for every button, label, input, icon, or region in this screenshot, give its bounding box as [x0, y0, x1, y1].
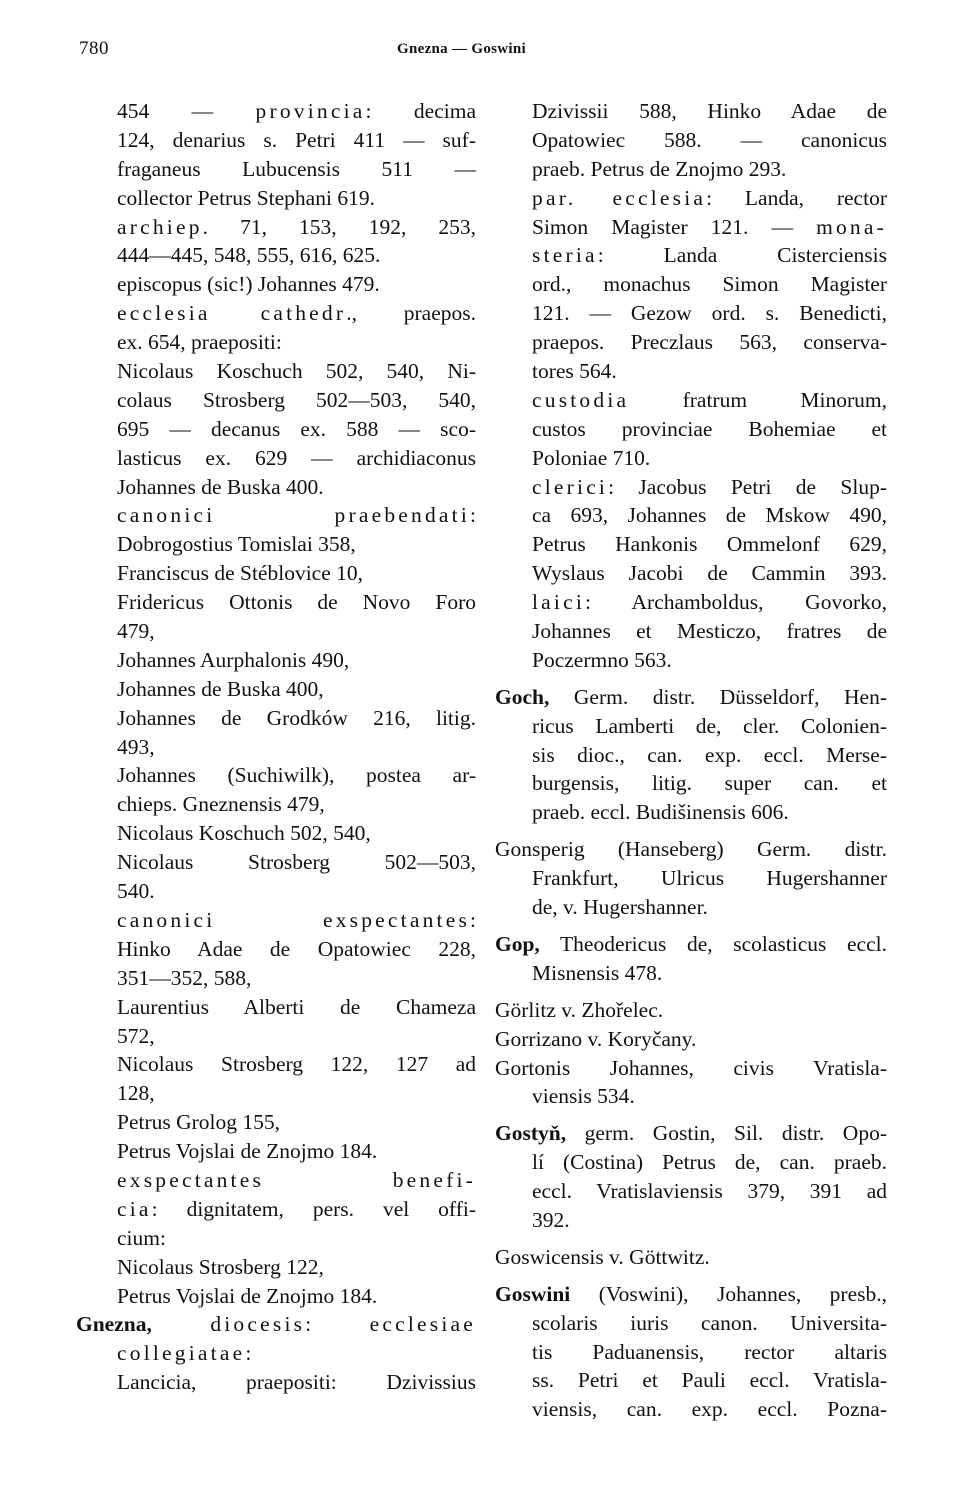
text-segment: Johannes de Grodków 216, litig. — [117, 705, 476, 730]
text-segment: Lancicia, praepositi: Dzivissius — [117, 1370, 476, 1395]
text-line — [76, 935, 476, 964]
text-line — [495, 559, 887, 588]
text-segment: eccl. Vratislaviensis 379, 391 ad — [532, 1179, 887, 1204]
text-line — [495, 328, 887, 357]
text-segment: . 71, 153, 192, 253, — [202, 214, 476, 239]
spaced-keyword: ecclesia cathedr — [117, 301, 347, 326]
text-segment: : — [245, 1341, 252, 1366]
text-segment: Misnensis 478. — [532, 960, 663, 985]
text-line — [495, 712, 887, 741]
text-line — [495, 683, 887, 712]
text-segment: viensis, can. exp. eccl. Pozna- — [532, 1397, 887, 1422]
text-segment: 444—445, 548, 555, 616, 625. — [117, 243, 381, 268]
text-line — [76, 617, 476, 646]
text-segment: ex. 654, praepositi: — [117, 330, 282, 355]
text-segment: Franciscus de Stéblovice 10, — [117, 561, 364, 586]
left-column — [76, 97, 476, 1397]
text-line — [76, 733, 476, 762]
text-segment: : dignitatem, pers. vel offi- — [151, 1196, 476, 1221]
text-line — [495, 1338, 887, 1367]
spaced-keyword: canonici exspectantes — [117, 907, 471, 932]
text-line — [76, 299, 476, 328]
text-segment: 351—352, 588, — [117, 965, 252, 990]
text-line — [76, 1079, 476, 1108]
text-line — [495, 1309, 887, 1338]
text-line — [76, 790, 476, 819]
text-segment: germ. Gostin, Sil. distr. Opo- — [566, 1121, 887, 1146]
text-line — [495, 1280, 887, 1309]
text-segment — [152, 1312, 210, 1336]
text-segment: Poloniae 710. — [532, 445, 651, 470]
text-line — [76, 1195, 476, 1224]
text-line — [76, 906, 476, 935]
text-line — [495, 1148, 887, 1177]
text-line — [76, 444, 476, 473]
text-segment: ss. Petri et Pauli eccl. Vratisla- — [532, 1368, 887, 1393]
text-segment: fratrum Minorum, — [629, 387, 887, 412]
entry-headword: Gop, — [495, 931, 540, 956]
text-line — [76, 270, 476, 299]
text-segment: scolaris iuris canon. Universita- — [532, 1310, 887, 1335]
spaced-keyword: par. ecclesia — [532, 185, 707, 210]
text-segment: 121. — Gezow ord. s. Benedicti, — [532, 301, 887, 326]
text-segment: : Landa, rector — [706, 185, 887, 210]
text-line — [76, 1253, 476, 1282]
text-line — [495, 1025, 887, 1054]
text-line — [76, 964, 476, 993]
text-line — [76, 97, 476, 126]
text-segment: Johannes et Mesticzo, fratres de — [532, 619, 887, 644]
text-line — [495, 241, 887, 270]
text-line — [76, 473, 476, 502]
text-line — [495, 530, 887, 559]
spaced-keyword: custodia — [532, 387, 630, 412]
text-line — [495, 1082, 887, 1111]
text-segment: Laurentius Alberti de Chameza — [117, 994, 476, 1019]
spaced-keyword: diocesis — [210, 1312, 306, 1337]
text-line — [495, 97, 887, 126]
text-segment: Görlitz v. Zhořelec. — [495, 997, 664, 1022]
text-segment: Wyslaus Jacobi de Cammin 393. — [532, 561, 887, 586]
text-segment: : Landa Cisterciensis — [597, 243, 887, 268]
spaced-keyword: laici — [532, 590, 586, 615]
text-segment: sis dioc., can. exp. eccl. Merse- — [532, 742, 887, 767]
text-segment: Dzivissii 588, Hinko Adae de — [532, 99, 887, 123]
text-line — [76, 155, 476, 184]
text-segment: 540. — [117, 879, 155, 904]
text-segment: Nicolaus Koschuch 502, 540, — [117, 821, 371, 846]
text-segment: Theodericus de, scolasticus eccl. — [539, 931, 887, 956]
spaced-keyword: cia — [117, 1196, 152, 1221]
text-segment: praepos. Preczlaus 563, conserva- — [532, 330, 887, 355]
text-line — [76, 675, 476, 704]
text-line — [495, 930, 887, 959]
text-segment: 128, — [117, 1081, 155, 1106]
text-segment: Frankfurt, Ulricus Hugershanner — [532, 866, 887, 891]
text-segment: Johannes (Suchiwilk), postea ar- — [117, 763, 476, 788]
text-line — [495, 1177, 887, 1206]
text-line — [76, 704, 476, 733]
text-line — [76, 1022, 476, 1051]
spaced-keyword: provincia — [255, 99, 366, 123]
text-line — [495, 357, 887, 386]
text-line — [495, 473, 887, 502]
text-segment: : decima — [365, 99, 476, 123]
spaced-keyword: mona- — [816, 214, 887, 239]
text-line — [495, 798, 887, 827]
text-line — [495, 1395, 887, 1424]
text-line — [495, 299, 887, 328]
text-line — [76, 1050, 476, 1079]
text-line — [495, 501, 887, 530]
right-column — [495, 97, 887, 1424]
text-line — [495, 415, 887, 444]
text-line — [76, 126, 476, 155]
text-line — [76, 415, 476, 444]
spaced-keyword: steria — [532, 243, 598, 268]
text-segment: tores 564. — [532, 359, 617, 384]
text-line — [495, 1366, 887, 1395]
text-line — [76, 386, 476, 415]
text-segment: : Jacobus Petri de Slup- — [608, 474, 887, 499]
text-segment: 695 — decanus ex. 588 — sco- — [117, 416, 476, 441]
text-segment: : — [470, 907, 476, 932]
text-line — [495, 893, 887, 922]
text-segment: praeb. Petrus de Znojmo 293. — [532, 156, 787, 181]
text-segment: viensis 534. — [532, 1084, 635, 1109]
text-segment: Germ. distr. Düsseldorf, Hen- — [549, 684, 887, 709]
text-line — [495, 864, 887, 893]
text-segment: Dobrogostius Tomislai 358, — [117, 532, 356, 557]
text-line — [76, 213, 476, 242]
text-line — [495, 1054, 887, 1083]
entry-headword: Goch, — [495, 684, 550, 709]
text-segment: Nicolaus Koschuch 502, 540, Ni- — [117, 359, 476, 384]
text-line — [495, 155, 887, 184]
text-segment: chieps. Gneznensis 479, — [117, 792, 325, 817]
text-segment: Simon Magister 121. — — [532, 214, 817, 239]
text-line — [76, 1224, 476, 1253]
text-segment: Opatowiec 588. — canonicus — [532, 127, 887, 152]
text-line — [495, 444, 887, 473]
text-line — [495, 213, 887, 242]
text-segment: fraganeus Lubucensis 511 — — [117, 156, 476, 181]
text-segment: ca 693, Johannes de Mskow 490, — [532, 503, 887, 528]
text-line — [495, 1206, 887, 1235]
text-segment: Nicolaus Strosberg 502—503, — [117, 850, 476, 875]
text-line — [76, 184, 476, 213]
text-segment: Hinko Adae de Opatowiec 228, — [117, 936, 476, 961]
text-segment: praeb. eccl. Budišinensis 606. — [532, 800, 789, 825]
text-line — [76, 1282, 476, 1311]
text-segment: 493, — [117, 734, 155, 759]
text-line — [76, 1108, 476, 1137]
text-segment: custos provinciae Bohemiae et — [532, 416, 887, 441]
text-segment: ord., monachus Simon Magister — [532, 272, 887, 297]
text-segment: 392. — [532, 1207, 570, 1232]
text-segment: Poczermno 563. — [532, 647, 672, 672]
text-segment: 454 — — [117, 99, 256, 123]
text-segment: Petrus Hankonis Ommelonf 629, — [532, 532, 887, 557]
text-segment: tis Paduanensis, rector altaris — [532, 1339, 887, 1364]
text-line — [76, 241, 476, 270]
running-head: Gnezna — Goswini — [397, 41, 526, 57]
text-segment: : Archamboldus, Govorko, — [585, 590, 887, 615]
text-segment: cium: — [117, 1225, 166, 1250]
text-line — [495, 1119, 887, 1148]
text-segment: 124, denarius s. Petri 411 — suf- — [117, 127, 476, 152]
text-line — [495, 959, 887, 988]
text-line — [495, 1243, 887, 1272]
text-segment: Johannes de Buska 400, — [117, 676, 324, 701]
text-segment: Petrus Vojslai de Znojmo 184. — [117, 1283, 378, 1308]
text-segment: ., praepos. — [346, 301, 476, 326]
spaced-keyword: exspectantes benefi- — [117, 1167, 476, 1192]
text-segment: de, v. Hugershanner. — [532, 895, 708, 920]
text-segment: colaus Strosberg 502—503, 540, — [117, 387, 476, 412]
text-line — [76, 328, 476, 357]
text-segment: (Voswini), Johannes, presb., — [570, 1281, 887, 1306]
text-line — [495, 617, 887, 646]
text-segment: Gonsperig (Hanseberg) Germ. distr. — [495, 837, 887, 862]
text-line — [76, 1368, 476, 1397]
text-line — [76, 848, 476, 877]
text-line — [76, 1310, 476, 1339]
text-line — [495, 646, 887, 675]
text-line — [495, 996, 887, 1025]
text-segment: Fridericus Ottonis de Novo Foro — [117, 590, 476, 615]
text-segment: Johannes Aurphalonis 490, — [117, 647, 350, 672]
text-line — [76, 559, 476, 588]
spaced-keyword: ecclesiae — [369, 1312, 476, 1337]
spaced-keyword: canonici praebendati — [117, 503, 471, 528]
text-line — [76, 819, 476, 848]
text-line — [76, 588, 476, 617]
entry-headword: Goswini — [495, 1281, 571, 1306]
text-line — [76, 877, 476, 906]
text-segment: collector Petrus Stephani 619. — [117, 185, 375, 210]
text-line — [76, 357, 476, 386]
text-line — [76, 501, 476, 530]
text-segment: Gortonis Johannes, civis Vratisla- — [495, 1055, 887, 1080]
text-segment: Petrus Grolog 155, — [117, 1110, 281, 1135]
text-segment: lí (Costina) Petrus de, can. praeb. — [532, 1150, 887, 1175]
text-line — [495, 835, 887, 864]
entry-headword: Gnezna, — [76, 1312, 152, 1337]
text-line — [495, 741, 887, 770]
text-line — [76, 530, 476, 559]
text-line — [76, 646, 476, 675]
text-line — [495, 270, 887, 299]
text-segment: Nicolaus Strosberg 122, 127 ad — [117, 1052, 476, 1077]
entry-headword: Gostyň, — [495, 1121, 567, 1146]
text-segment: episcopus (sic!) Johannes 479. — [117, 272, 380, 297]
text-line — [495, 386, 887, 415]
text-segment: Johannes de Buska 400. — [117, 474, 324, 499]
spaced-keyword: collegiatae — [117, 1341, 246, 1366]
text-line — [76, 993, 476, 1022]
text-segment: Gorrizano v. Koryčany. — [495, 1026, 697, 1051]
text-line — [76, 1339, 476, 1368]
text-segment: 479, — [117, 619, 155, 644]
spaced-keyword: archiep — [117, 214, 203, 239]
text-segment: : — [305, 1312, 370, 1337]
text-line — [495, 126, 887, 155]
text-line — [76, 761, 476, 790]
text-line — [76, 1137, 476, 1166]
text-segment: lasticus ex. 629 — archidiaconus — [117, 445, 476, 470]
text-segment: 572, — [117, 1023, 155, 1048]
text-line — [495, 769, 887, 798]
spaced-keyword: clerici — [532, 474, 609, 499]
text-line — [76, 1166, 476, 1195]
text-segment: burgensis, litig. super can. et — [532, 771, 887, 796]
text-segment: : — [470, 503, 476, 528]
text-line — [495, 588, 887, 617]
page-number: 780 — [79, 38, 109, 59]
text-segment: ricus Lamberti de, cler. Colonien- — [532, 713, 887, 738]
text-segment: Goswicensis v. Göttwitz. — [495, 1244, 710, 1269]
text-segment: Nicolaus Strosberg 122, — [117, 1254, 324, 1279]
text-segment: Petrus Vojslai de Znojmo 184. — [117, 1139, 378, 1164]
text-line — [495, 184, 887, 213]
